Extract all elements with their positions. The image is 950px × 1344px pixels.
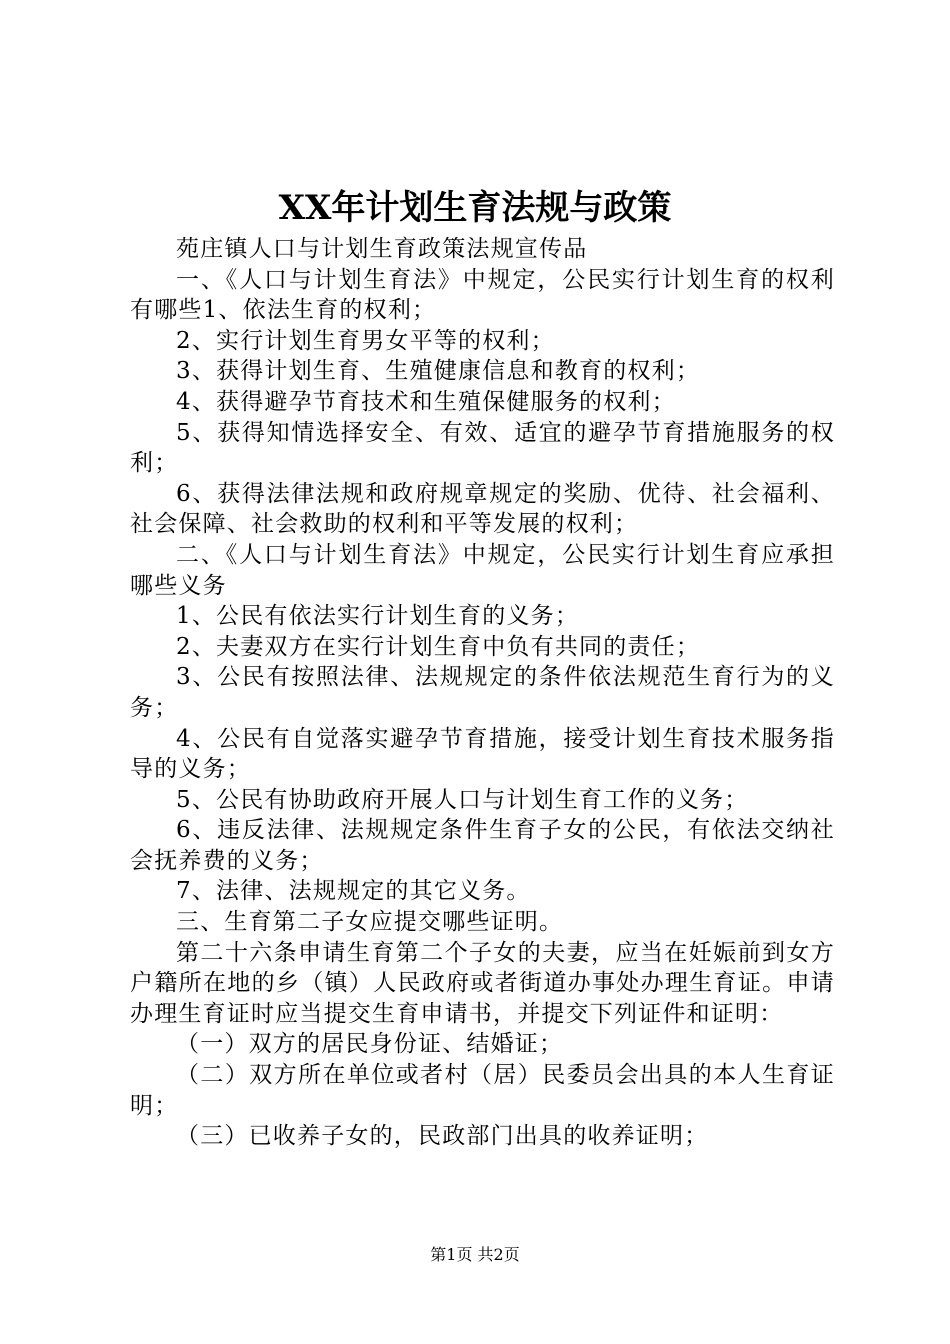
- paragraph: 三、生育第二子女应提交哪些证明。: [176, 909, 564, 936]
- paragraph: （二）双方所在单位或者村（居）民委员会出具的本人生育证明；: [130, 1062, 835, 1119]
- paragraph: 一、《人口与计划生育法》中规定，公民实行计划生育的权利有哪些1、依法生育的权利；: [130, 266, 835, 324]
- paragraph: 2、实行计划生育男女平等的权利；: [176, 327, 555, 354]
- paragraph: 3、公民有按照法律、法规规定的条件依法规范生育行为的义务；: [130, 664, 835, 721]
- paragraph: 4、获得避孕节育技术和生殖保健服务的权利；: [176, 388, 676, 415]
- paragraph: 6、获得法律法规和政府规章规定的奖励、优待、社会福利、社会保障、社会救助的权利和平等发展的权利；: [130, 480, 835, 538]
- paragraph: 苑庄镇人口与计划生育政策法规宣传品: [176, 236, 588, 262]
- paragraph: 第二十六条申请生育第二个子女的夫妻，应当在妊娠前到女方户籍所在地的乡（镇）人民政府或者街道办事处办理生育证。申请办理生育证时应当提交生育申请书，并提交下列证件和证明：: [130, 939, 835, 1027]
- paragraph: （三）已收养子女的，民政部门出具的收养证明；: [176, 1123, 709, 1150]
- document-body: [130, 234, 835, 1152]
- page-footer: 第1页 共2页: [430, 1245, 520, 1264]
- paragraph: 1、公民有依法实行计划生育的义务；: [176, 603, 580, 630]
- document-title: XX年计划生育法规与政策: [278, 188, 672, 228]
- paragraph: 7、法律、法规规定的其它义务。: [176, 878, 531, 905]
- paragraph: 二、《人口与计划生育法》中规定，公民实行计划生育应承担哪些义务: [130, 541, 835, 599]
- paragraph: 2、夫妻双方在实行计划生育中负有共同的责任；: [176, 633, 701, 660]
- paragraph: （一）双方的居民身份证、结婚证；: [176, 1031, 564, 1058]
- paragraph: 6、违反法律、法规规定条件生育子女的公民，有依法交纳社会抚养费的义务；: [130, 817, 835, 874]
- paragraph: 5、公民有协助政府开展人口与计划生育工作的义务；: [176, 786, 749, 813]
- paragraph: 4、公民有自觉落实避孕节育措施，接受计划生育技术服务指导的义务；: [130, 725, 835, 783]
- paragraph: 5、获得知情选择安全、有效、适宜的避孕节育措施服务的权利；: [130, 419, 835, 477]
- paragraph: 3、获得计划生育、生殖健康信息和教育的权利；: [176, 358, 701, 385]
